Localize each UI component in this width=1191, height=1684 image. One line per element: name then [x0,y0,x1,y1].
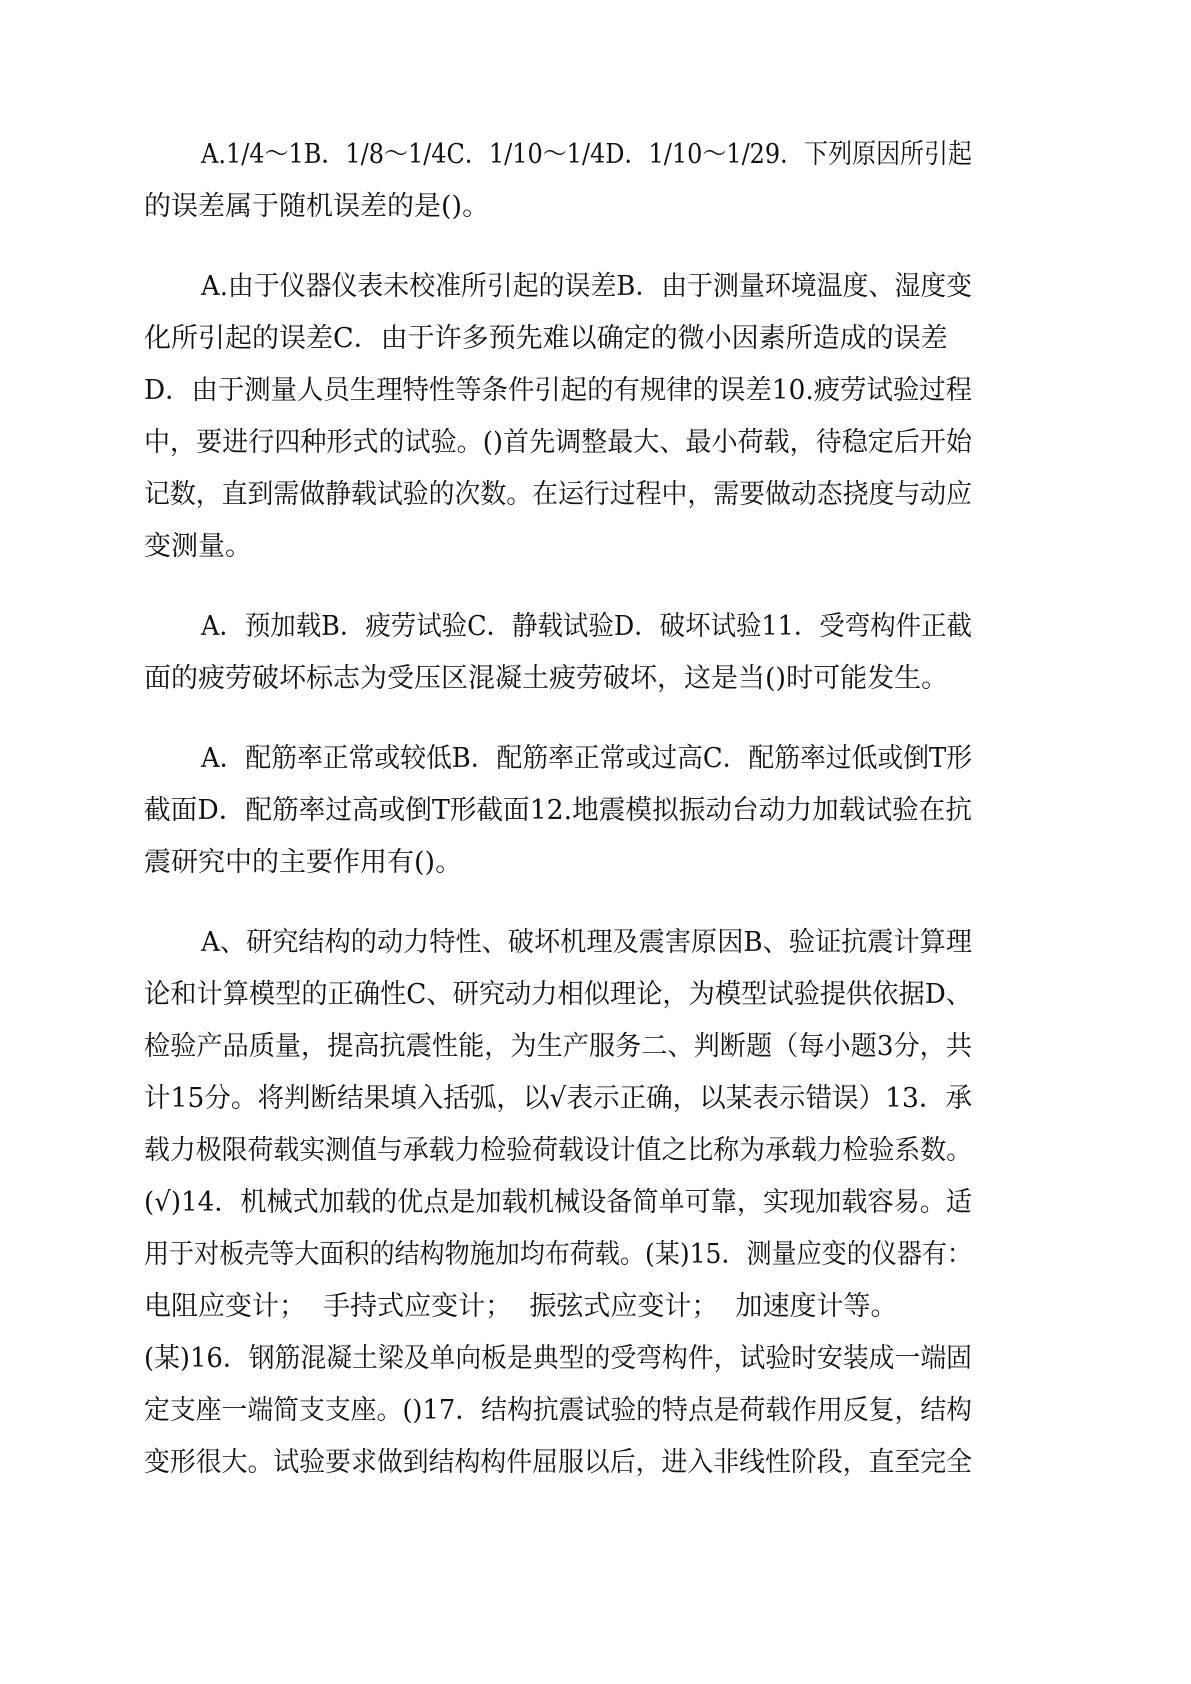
text-line [0,1446,1191,1486]
text-line [0,662,1191,702]
text-line [0,846,1191,886]
line-text: 面的疲劳破坏标志为受压区混凝土疲劳破坏，这是当()时可能发生。 [144,663,949,694]
line-text: A．配筋率正常或较低B．配筋率正常或过高C．配筋率过低或倒T形 [201,743,972,774]
text-line [0,1238,1191,1278]
text-line [0,478,1191,518]
text-line [0,426,1191,466]
line-text: A.1/4～1B．1/8～1/4C．1/10～1/4D．1/10～1/29．下列原因所引起 [201,139,972,170]
text-line [0,1342,1191,1382]
line-text: 定支座一端简支支座。()17．结构抗震试验的特点是荷载作用反复，结构 [144,1395,972,1426]
line-text: 电阻应变计； 手持式应变计； 振弦式应变计； 加速度计等。 [144,1291,898,1322]
text-line [0,530,1191,570]
line-text: 载力极限荷载实测值与承载力检验荷载设计值之比称为承载力检验系数。 [144,1135,972,1166]
text-line [0,794,1191,834]
line-text: 的误差属于随机误差的是()。 [144,191,490,222]
line-text: 化所引起的误差C．由于许多预先难以确定的微小因素所造成的误差 [144,323,948,354]
line-text: 记数，直到需做静载试验的次数。在运行过程中，需要做动态挠度与动应 [144,479,972,510]
line-text: A、研究结构的动力特性、破坏机理及震害原因B、验证抗震计算理 [201,927,972,958]
line-text: 计15分。将判断结果填入括弧，以√表示正确，以某表示错误）13．承 [144,1083,972,1114]
text-line [0,1290,1191,1330]
text-line [0,610,1191,650]
text-line [0,270,1191,310]
text-line [0,1394,1191,1434]
text-line [0,742,1191,782]
line-text: D．由于测量人员生理特性等条件引起的有规律的误差10.疲劳试验过程 [144,375,972,406]
line-text: (√)14．机械式加载的优点是加载机械设备简单可靠，实现加载容易。适 [144,1187,972,1218]
line-text: 检验产品质量，提高抗震性能，为生产服务二、判断题（每小题3分，共 [144,1031,972,1062]
line-text: A．预加载B．疲劳试验C．静载试验D．破坏试验11．受弯构件正截 [201,611,972,642]
line-text: 变测量。 [144,531,252,562]
line-text: 变形很大。试验要求做到结构构件屈服以后，进入非线性阶段，直至完全 [144,1447,972,1478]
line-text: 截面D．配筋率过高或倒T形截面12.地震模拟振动台动力加载试验在抗 [144,795,972,826]
line-text: A.由于仪器仪表未校准所引起的误差B．由于测量环境温度、湿度变 [201,271,972,302]
text-line [0,978,1191,1018]
text-line [0,322,1191,362]
line-text: 震研究中的主要作用有()。 [144,847,463,878]
text-line [0,374,1191,414]
text-line [0,926,1191,966]
line-text: (某)16．钢筋混凝土梁及单向板是典型的受弯构件，试验时安装成一端固 [144,1343,972,1374]
text-line [0,1030,1191,1070]
text-line [0,190,1191,230]
line-text: 用于对板壳等大面积的结构物施加均布荷载。(某)15．测量应变的仪器有： [144,1239,972,1270]
line-text: 中，要进行四种形式的试验。()首先调整最大、最小荷载，待稳定后开始 [144,427,972,458]
line-text: 论和计算模型的正确性C、研究动力相似理论，为模型试验提供依据D、 [144,979,972,1010]
text-line [0,1082,1191,1122]
text-line [0,138,1191,178]
text-line [0,1186,1191,1226]
text-line [0,1134,1191,1174]
